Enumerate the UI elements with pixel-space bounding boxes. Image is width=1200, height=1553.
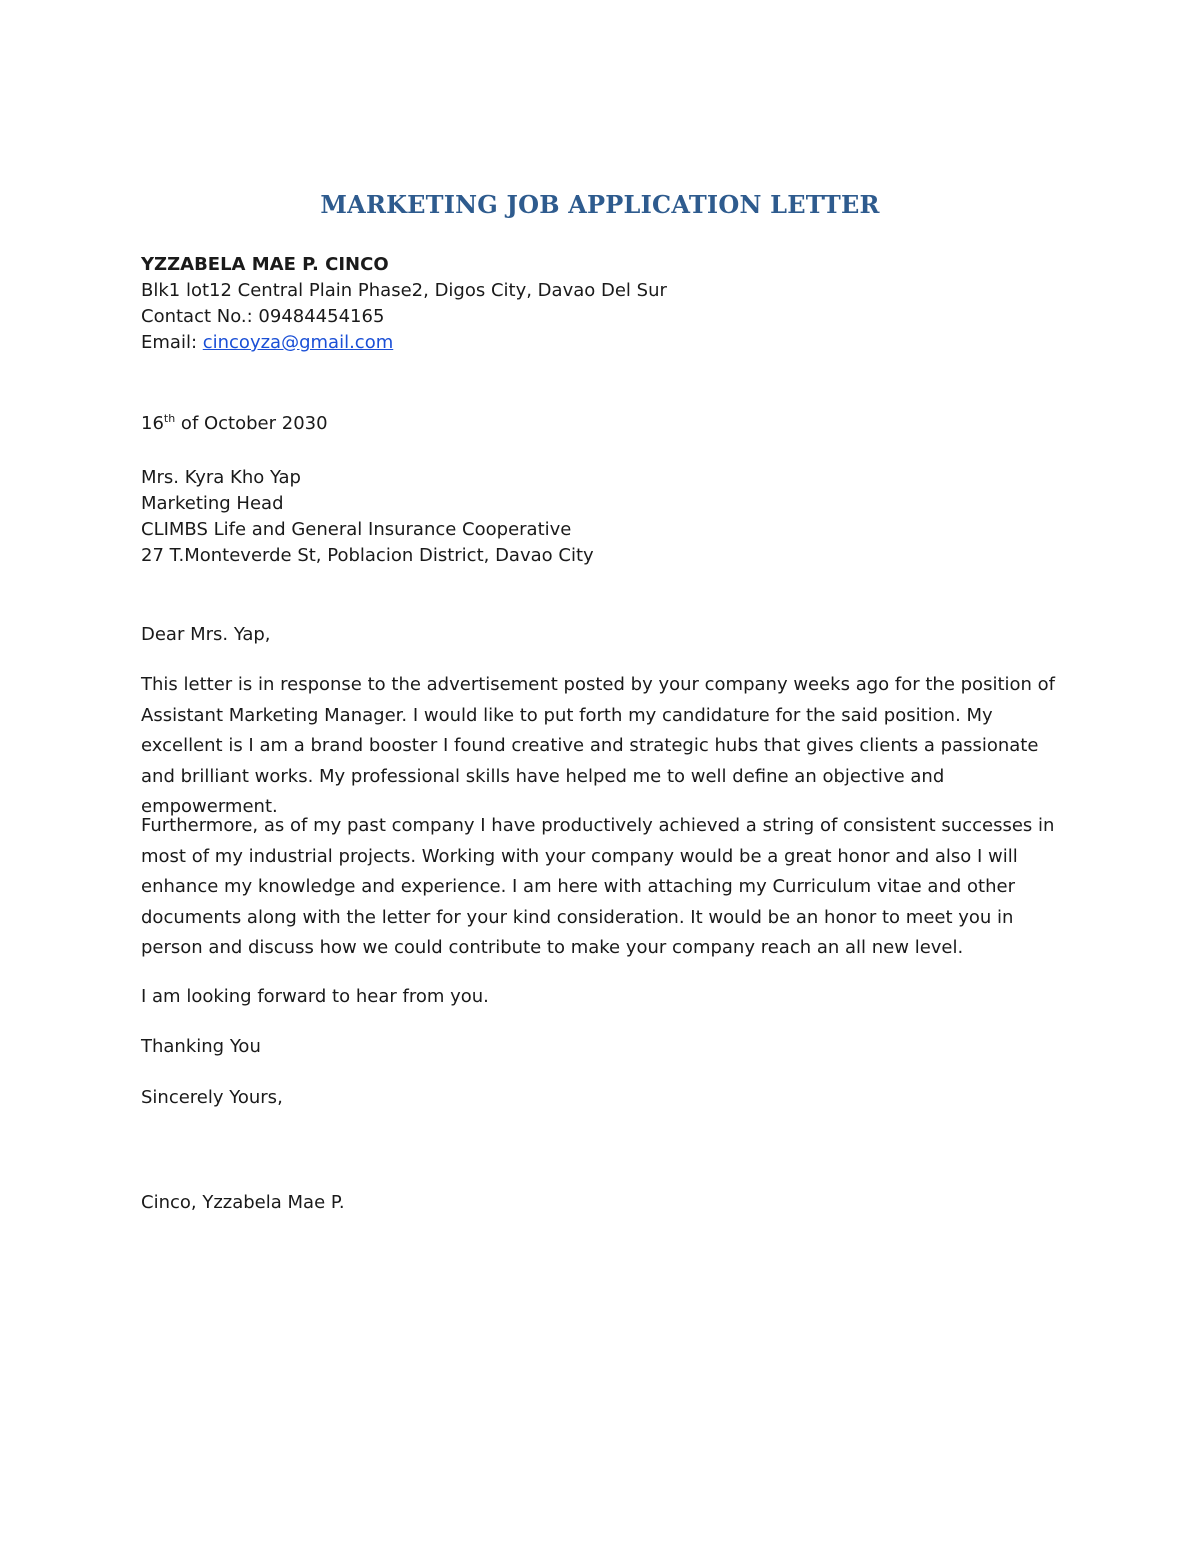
signature xyxy=(141,1190,1071,1216)
sender-name: YZZABELA MAE P. CINCO xyxy=(141,254,389,275)
email-link[interactable]: cincoyza@gmail.com xyxy=(202,332,394,353)
recipient-block xyxy=(141,465,1071,569)
body-paragraph-2-text: Furthermore, as of my past company I have productively achieved a string of consistent successes in most of my industrial projects. Working with your company would be a great honor and also I will enhance my knowledge and experience. I am here with attaching my Curriculum vitae and other documents along with the letter for your kind consideration. It would be an honor to meet you in person and discuss how we could contribute to make your company reach an all new level. xyxy=(141,815,1055,958)
body-paragraph-4-text: Thanking You xyxy=(141,1036,261,1057)
recipient-name: Mrs. Kyra Kho Yap xyxy=(141,467,301,488)
body-paragraph-4 xyxy=(141,1034,1071,1060)
closing xyxy=(141,1085,1071,1111)
date-rest: of October 2030 xyxy=(175,413,328,434)
body-paragraph-1 xyxy=(141,670,1071,823)
sender-contact: Contact No.: 09484454165 xyxy=(141,306,385,327)
salutation xyxy=(141,622,1071,648)
sender-email-line xyxy=(141,330,1071,356)
sender-block xyxy=(141,252,1071,356)
body-paragraph-2 xyxy=(141,811,1071,964)
closing-text: Sincerely Yours, xyxy=(141,1087,283,1108)
date-day: 16 xyxy=(141,413,164,434)
signature-text: Cinco, Yzzabela Mae P. xyxy=(141,1192,345,1213)
recipient-company: CLIMBS Life and General Insurance Cooperative xyxy=(141,519,572,540)
letter-date xyxy=(141,411,1071,437)
email-label: Email: xyxy=(141,332,203,353)
salutation-text: Dear Mrs. Yap, xyxy=(141,624,271,645)
date-suffix: th xyxy=(163,412,176,425)
sender-address: Blk1 lot12 Central Plain Phase2, Digos City, Davao Del Sur xyxy=(141,280,667,301)
body-paragraph-3-text: I am looking forward to hear from you. xyxy=(141,986,489,1007)
page-title: MARKETING JOB APPLICATION LETTER xyxy=(320,190,880,219)
recipient-address: 27 T.Monteverde St, Poblacion District, Davao City xyxy=(141,545,594,566)
body-paragraph-1-text: This letter is in response to the advertisement posted by your company weeks ago for the position of Assistant Marketing Manager. I would like to put forth my candidature for the said position. My excellent is I am a brand booster I found creative and strategic hubs that gives clients a passionate and brilliant works. My professional skills have helped me to well define an objective and empowerment. xyxy=(141,674,1056,817)
body-paragraph-3 xyxy=(141,984,1071,1010)
recipient-title: Marketing Head xyxy=(141,493,284,514)
